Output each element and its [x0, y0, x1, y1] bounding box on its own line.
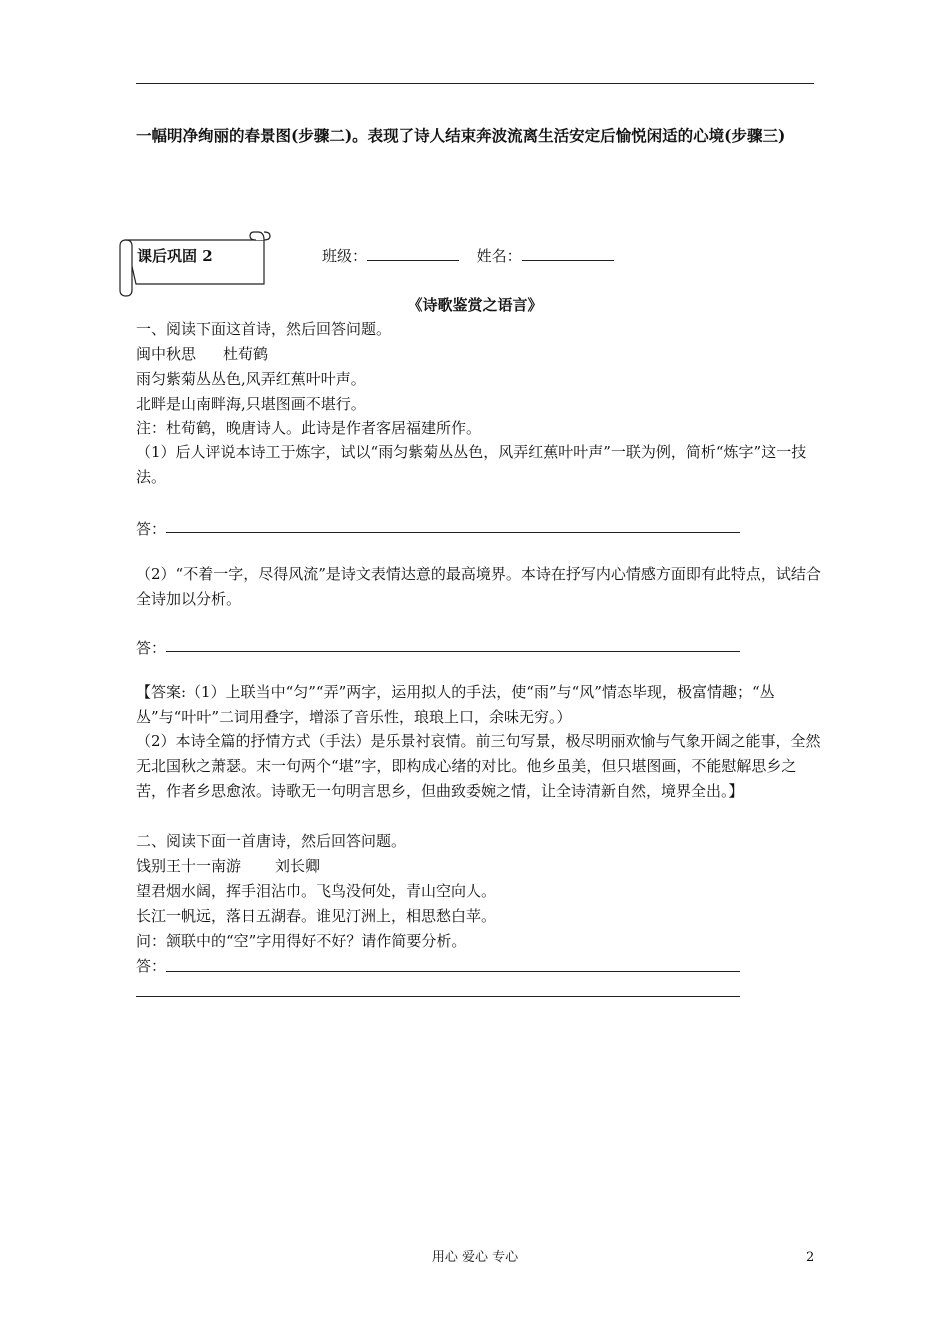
worksheet-title: 《诗歌鉴赏之语言》 [407, 296, 543, 314]
poem2-author: 刘长卿 [275, 857, 321, 875]
name-blank[interactable] [522, 244, 614, 261]
poem2-line1: 望君烟水阔，挥手泪沾巾。飞鸟没何处，青山空向人。 [136, 882, 497, 900]
poem1-note: 注：杜荀鹤，晚唐诗人。此诗是作者客居福建所作。 [136, 419, 482, 437]
section1-heading: 一、阅读下面这首诗，然后回答问题。 [136, 320, 392, 338]
answer-label-3: 答： [136, 957, 167, 975]
poem2-title: 饯别王十一南游 [136, 857, 242, 875]
badge-label: 课后巩固 2 [137, 247, 213, 265]
top-bold-paragraph: 一幅明净绚丽的春景图(步骤二)。表现了诗人结束奔波流离生活安定后愉悦闲适的心境(步骤三) [136, 126, 786, 145]
page-number: 2 [806, 1250, 815, 1265]
answer-line-2[interactable] [166, 651, 740, 652]
poem2-line2: 长江一帆远，落日五湖春。谁见汀洲上，相思愁白苹。 [136, 907, 497, 925]
question-1: （1）后人评说本诗工于炼字，试以“雨匀紫菊丛丛色，风弄红蕉叶叶声”一联为例，简析“炼字”这一技法。 [136, 443, 807, 486]
poem1-line1: 雨匀紫菊丛丛色,风弄红蕉叶叶声。 [136, 370, 366, 388]
answer-label-2: 答： [136, 639, 167, 657]
section2-question: 问：颔联中的“空”字用得好不好？请作简要分析。 [136, 932, 467, 950]
class-name-fields [322, 244, 614, 268]
question-2: （2）“不着一字，尽得风流”是诗文表情达意的最高境界。本诗在抒写内心情感方面即有此特点，试结合全诗加以分析。 [136, 565, 821, 608]
answer-line-1[interactable] [166, 532, 740, 533]
section2-heading: 二、阅读下面一首唐诗，然后回答问题。 [136, 832, 407, 850]
poem2-title-line [136, 854, 320, 878]
class-label: 班级： [322, 247, 368, 265]
answer-block-1: 【答案:（1）上联当中“匀”“弄”两字，运用拟人的手法，使“雨”与“风”情态毕现，极富情趣；“丛丛”与“叶叶”二词用叠字，增添了音乐性，琅琅上口，余味无穷。） [136, 683, 775, 726]
answer-block-2: （2）本诗全篇的抒情方式（手法）是乐景衬哀情。前三句写景，极尽明丽欢愉与气象开阔之能事，全然无北国秋之萧瑟。末一句两个“堪”字，即构成心绪的对比。他乡虽美，但只堪图画，不能慰解思乡之苦，作者乡思愈浓。诗歌无一句明言思乡，但曲致委婉之情，让全诗清新自然，境界全出。】 [136, 732, 821, 800]
poem1-author: 杜荀鹤 [223, 345, 269, 363]
top-rule [136, 83, 814, 84]
answer-label-1: 答： [136, 520, 167, 538]
answer-line-3[interactable] [166, 971, 740, 972]
name-label: 姓名： [476, 247, 522, 265]
poem1-title-line [136, 342, 268, 366]
class-blank[interactable] [367, 244, 459, 261]
footer-motto: 用心 爱心 专心 [431, 1250, 519, 1265]
poem1-title: 闽中秋思 [136, 345, 197, 363]
poem1-line2: 北畔是山南畔海,只堪图画不堪行。 [136, 395, 366, 413]
answer-line-4[interactable] [136, 996, 740, 997]
